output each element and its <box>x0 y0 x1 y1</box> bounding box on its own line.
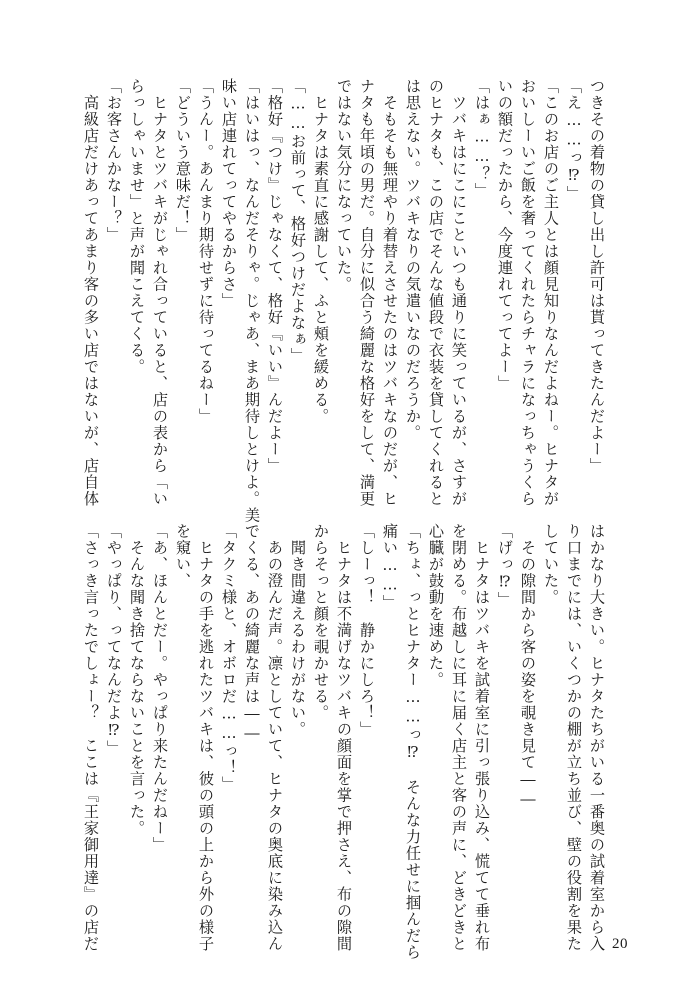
text-line: 味い店連れてってやるからさ」 <box>220 78 238 309</box>
text-line: 「格好『つけ』じゃなくて、格好『いい』んだよー」 <box>266 78 284 474</box>
text-line: していた。 <box>542 523 560 606</box>
text-line: 「あ、ほんとだー。やっぱり来たんだねー」 <box>151 523 169 853</box>
text-line: ツバキはにこにこといつも通りに笑っているが、さすが <box>450 78 468 507</box>
text-line: 「ちょ、っとヒナター……っ⁉ そんな力任せに掴んだら <box>404 523 422 961</box>
text-line: ヒナタの手を逃れたツバキは、彼の頭の上から外の様子 <box>197 523 215 952</box>
text-line: 「うんー。あんまり期待せずに待ってるねー」 <box>197 78 215 425</box>
text-line: そもそも無理やり着替えさせたのはツバキなのだが、ヒ <box>381 78 399 507</box>
text-line: 「このお店のご主人とは顔見知りなんだよねー。ヒナタが <box>542 78 560 507</box>
text-line: 「お客さんかなー？」 <box>105 78 123 243</box>
text-line: あの澄んだ声。凛としていて、ヒナタの奥底に染み込ん <box>266 523 284 952</box>
text-line: ナタも年頃の男だ。自分に似合う綺麗な格好をして、満更 <box>358 78 376 507</box>
text-line: らっしゃいませ」と声が聞こえてくる。 <box>128 78 146 375</box>
text-line: ヒナタとツバキがじゃれ合っていると、店の表から「い <box>151 78 169 507</box>
text-line: ではない気分になっていた。 <box>335 78 353 293</box>
text-line: 痛い……」 <box>381 523 399 612</box>
text-line: はかなり大きい。ヒナタたちがいる一番奥の試着室から入 <box>588 523 606 952</box>
text-line: ヒナタは不満げなツバキの顔面を掌で押さえ、布の隙間 <box>335 523 353 952</box>
text-line: 「タクミ様と、オボロだ……っ！」 <box>220 523 238 793</box>
text-line: ヒナタは素直に感謝して、ふと頰を緩める。 <box>312 78 330 425</box>
text-line: そんな聞き捨てならないことを言った。 <box>128 523 146 837</box>
text-line: 「げっ⁉」 <box>496 523 514 609</box>
text-line: 「さっき言ったでしょー？ ここは『王家御用達』の店だ <box>82 523 100 952</box>
text-line: 「……お前って、格好つけだよなぁ」 <box>289 78 307 365</box>
text-line: 「やっぱり、ってなんだよ⁉」 <box>105 523 123 757</box>
text-line: おいしーいご飯を奢ってくれたらチャラになっちゃうくら <box>519 78 537 507</box>
text-line: は思えない。ツバキなりの気遣いなのだろうか。 <box>404 78 422 441</box>
text-line: つきその着物の貸し出し許可は貰ってきたんだよー」 <box>588 78 606 474</box>
text-line: 聞き間違えるわけがない。 <box>289 523 307 738</box>
text-line: 「はいはっ、なんだそりゃ。じゃあ、まあ期待しとけよ。美 <box>243 78 261 524</box>
text-line: からそっと顔を覗かせる。 <box>312 523 330 721</box>
text-line: 心臓が鼓動を速めた。 <box>427 523 445 688</box>
text-line: を窺い、 <box>174 523 192 589</box>
text-line: 「え……っ⁉」 <box>565 78 583 202</box>
text-line: でくる、あの綺麗な声は―― <box>243 523 261 744</box>
text-line: 「はぁ……？」 <box>473 78 491 200</box>
lower-text-block <box>82 523 608 961</box>
text-line: 「しーっ！ 静かにしろ！」 <box>358 523 376 738</box>
text-line: 高級店だけあってあまり客の多い店ではないが、店自体 <box>82 78 100 507</box>
text-line: を閉める。布越しに耳に届く店主と客の声に、どきどきと <box>450 523 468 952</box>
text-line: いの額だったから、今度連れてってよー」 <box>496 78 514 392</box>
text-line: のヒナタも、この店でそんな値段で衣装を貸してくれると <box>427 78 445 507</box>
text-line: 「どういう意味だ！」 <box>174 78 192 243</box>
upper-text-block <box>82 78 608 524</box>
text-line: その隙間から客の姿を覗き見て―― <box>519 523 537 810</box>
text-line: ヒナタはツバキを試着室に引っ張り込み、慌てて垂れ布 <box>473 523 491 952</box>
text-line: り口までには、いくつかの棚が立ち並び、壁の役割を果た <box>565 523 583 952</box>
page-number: 20 <box>612 936 628 952</box>
